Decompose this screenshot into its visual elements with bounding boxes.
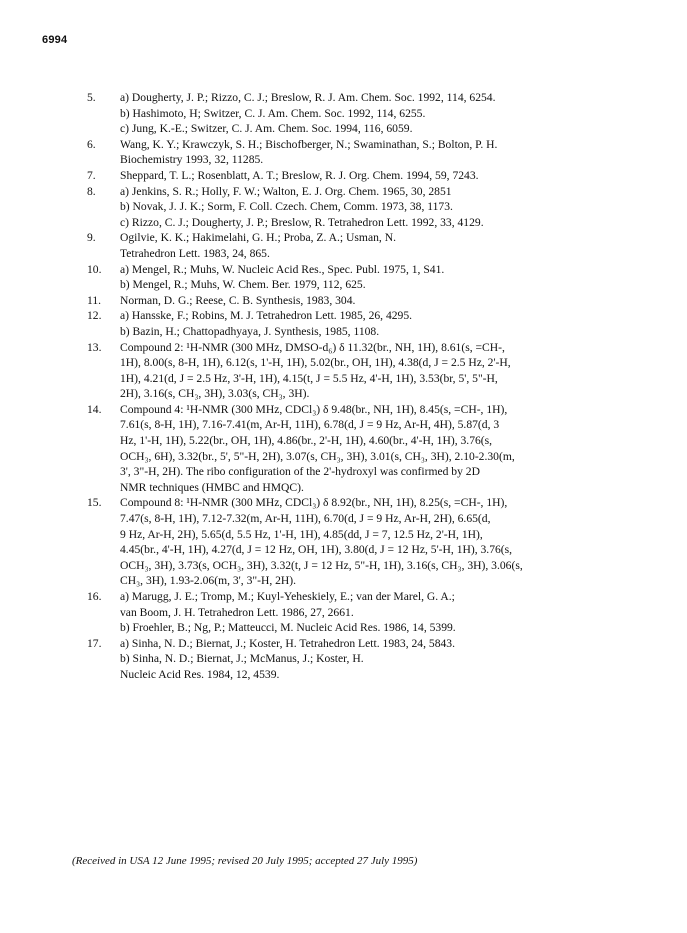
reference-item	[87, 184, 647, 231]
reference-number: 6.	[87, 137, 96, 151]
reference-item	[87, 495, 647, 589]
reference-line: b) Bazin, H.; Chattopadhyaya, J. Synthesis, 1985, 1108.	[120, 324, 380, 338]
reference-line: Nucleic Acid Res. 1984, 12, 4539.	[120, 667, 280, 681]
reference-body	[120, 340, 647, 402]
reference-number: 7.	[87, 168, 96, 182]
reference-line: b) Froehler, B.; Ng, P.; Matteucci, M. Nucleic Acid Res. 1986, 14, 5399.	[120, 621, 456, 635]
reference-line: b) Novak, J. J. K.; Sorm, F. Coll. Czech. Chem, Comm. 1973, 38, 1173.	[120, 200, 453, 214]
reference-line: a) Marugg, J. E.; Tromp, M.; Kuyl-Yeheskiely, E.; van der Marel, G. A.;	[120, 590, 455, 603]
reference-number: 17.	[87, 636, 102, 650]
reference-line: b) Sinha, N. D.; Biernat, J.; McManus, J.; Koster, H.	[120, 652, 364, 666]
reference-line: Tetrahedron Lett. 1983, 24, 865.	[120, 246, 270, 260]
reference-number: 16.	[87, 590, 102, 603]
reference-line: b) Hashimoto, H; Switzer, C. J. Am. Chem. Soc. 1992, 114, 6255.	[120, 106, 426, 120]
reference-line: Hz, 1'-H, 1H), 5.22(br., OH, 1H), 4.86(br., 2'-H, 1H), 4.60(br., 4'-H, 1H), 3.76(s,	[120, 434, 493, 448]
reference-line: a) Hansske, F.; Robins, M. J. Tetrahedron Lett. 1985, 26, 4295.	[120, 309, 413, 323]
reference-item	[87, 636, 647, 683]
reference-item	[87, 262, 647, 293]
reference-body	[120, 636, 647, 683]
reference-line: c) Jung, K.-E.; Switzer, C. J. Am. Chem. Soc. 1994, 116, 6059.	[120, 122, 413, 136]
received-note: (Received in USA 12 June 1995; revised 20 July 1995; accepted 27 July 1995)	[72, 855, 418, 867]
reference-number: 8.	[87, 184, 96, 198]
reference-body	[120, 90, 647, 137]
reference-line: CH₃, 3H), 1.93-2.06(m, 3', 3"-H, 2H).	[120, 574, 297, 588]
reference-item	[87, 402, 647, 496]
reference-line: van Boom, J. H. Tetrahedron Lett. 1986, 27, 2661.	[120, 605, 354, 619]
reference-body	[120, 402, 647, 496]
reference-number: 15.	[87, 496, 102, 510]
reference-line: a) Mengel, R.; Muhs, W. Nucleic Acid Res., Spec. Publ. 1975, 1, S41.	[120, 262, 445, 276]
reference-line: a) Jenkins, S. R.; Holly, F. W.; Walton, E. J. Org. Chem. 1965, 30, 2851	[120, 184, 452, 198]
reference-line: 7.61(s, 8-H, 1H), 7.16-7.41(m, Ar-H, 11H), 6.78(d, J = 9 Hz, Ar-H, 4H), 5.87(d, 3	[120, 418, 500, 432]
reference-body	[120, 230, 647, 261]
reference-item	[87, 589, 647, 636]
reference-line: a) Sinha, N. D.; Biernat, J.; Koster, H. Tetrahedron Lett. 1983, 24, 5843.	[120, 636, 455, 650]
reference-line: Compound 8: ¹H-NMR (300 MHz, CDCl₃) δ 8.92(br., NH, 1H), 8.25(s, =CH-, 1H),	[120, 496, 508, 510]
reference-line: NMR techniques (HMBC and HMQC).	[120, 480, 304, 494]
page-number: 6994	[42, 34, 68, 46]
reference-line: 1H), 8.00(s, 8-H, 1H), 6.12(s, 1'-H, 1H), 5.02(br., OH, 1H), 4.38(d, J = 2.5 Hz, 2'-H,	[120, 356, 511, 370]
reference-line: 4.45(br., 4'-H, 1H), 4.27(d, J = 12 Hz, OH, 1H), 3.80(d, J = 12 Hz, 5'-H, 1H), 3.76(s,	[120, 543, 513, 557]
reference-line: Compound 4: ¹H-NMR (300 MHz, CDCl₃) δ 9.48(br., NH, 1H), 8.45(s, =CH-, 1H),	[120, 402, 508, 416]
reference-line: Wang, K. Y.; Krawczyk, S. H.; Bischofberger, N.; Swaminathan, S.; Bolton, P. H.	[120, 137, 498, 151]
reference-item	[87, 90, 647, 137]
reference-item	[87, 168, 647, 184]
reference-body	[120, 168, 647, 184]
reference-item	[87, 137, 647, 168]
reference-number: 10.	[87, 262, 102, 276]
reference-line: 1H), 4.21(d, J = 2.5 Hz, 3'-H, 1H), 4.15(t, J = 5.5 Hz, 4'-H, 1H), 3.53(br, 5', 5"-H,	[120, 371, 498, 385]
reference-line: Sheppard, T. L.; Rosenblatt, A. T.; Breslow, R. J. Org. Chem. 1994, 59, 7243.	[120, 168, 479, 182]
reference-number: 14.	[87, 402, 102, 416]
reference-line: c) Rizzo, C. J.; Dougherty, J. P.; Breslow, R. Tetrahedron Lett. 1992, 33, 4129.	[120, 215, 484, 229]
reference-line: 7.47(s, 8-H, 1H), 7.12-7.32(m, Ar-H, 11H), 6.70(d, J = 9 Hz, Ar-H, 2H), 6.65(d,	[120, 512, 491, 526]
reference-list	[87, 90, 647, 683]
reference-body	[120, 262, 647, 293]
reference-line: Ogilvie, K. K.; Hakimelahi, G. H.; Proba, Z. A.; Usman, N.	[120, 231, 396, 245]
reference-item	[87, 293, 647, 309]
reference-item	[87, 340, 647, 402]
reference-number: 11.	[87, 293, 102, 307]
reference-number: 9.	[87, 231, 96, 245]
reference-line: 9 Hz, Ar-H, 2H), 5.65(d, 5.5 Hz, 1'-H, 1H), 4.85(dd, J = 7, 12.5 Hz, 2'-H, 1H),	[120, 527, 483, 541]
reference-line: Biochemistry 1993, 32, 11285.	[120, 153, 264, 167]
reference-body	[120, 495, 647, 589]
reference-item	[87, 230, 647, 261]
reference-line: Compound 2: ¹H-NMR (300 MHz, DMSO-d₆) δ 11.32(br., NH, 1H), 8.61(s, =CH-,	[120, 340, 505, 354]
reference-line: 3', 3"-H, 2H). The ribo configuration of the 2'-hydroxyl was confirmed by 2D	[120, 465, 480, 479]
reference-line: OCH₃, 6H), 3.32(br., 5', 5"-H, 2H), 3.07(s, CH₃, 3H), 3.01(s, CH₃, 3H), 2.10-2.30(m,	[120, 449, 515, 463]
reference-body	[120, 308, 647, 339]
reference-line: a) Dougherty, J. P.; Rizzo, C. J.; Breslow, R. J. Am. Chem. Soc. 1992, 114, 6254.	[120, 91, 496, 104]
reference-number: 13.	[87, 340, 102, 354]
reference-line: Norman, D. G.; Reese, C. B. Synthesis, 1983, 304.	[120, 293, 356, 307]
reference-line: 2H), 3.16(s, CH₃, 3H), 3.03(s, CH₃, 3H).	[120, 387, 310, 401]
reference-body	[120, 184, 647, 231]
reference-line: b) Mengel, R.; Muhs, W. Chem. Ber. 1979, 112, 625.	[120, 278, 366, 292]
reference-item	[87, 308, 647, 339]
reference-body	[120, 293, 647, 309]
reference-number: 12.	[87, 309, 102, 323]
reference-body	[120, 137, 647, 168]
reference-line: OCH₃, 3H), 3.73(s, OCH₃, 3H), 3.32(t, J = 12 Hz, 5"-H, 1H), 3.16(s, CH₃, 3H), 3.06(s,	[120, 558, 523, 572]
reference-body	[120, 589, 647, 636]
reference-number: 5.	[87, 91, 96, 104]
